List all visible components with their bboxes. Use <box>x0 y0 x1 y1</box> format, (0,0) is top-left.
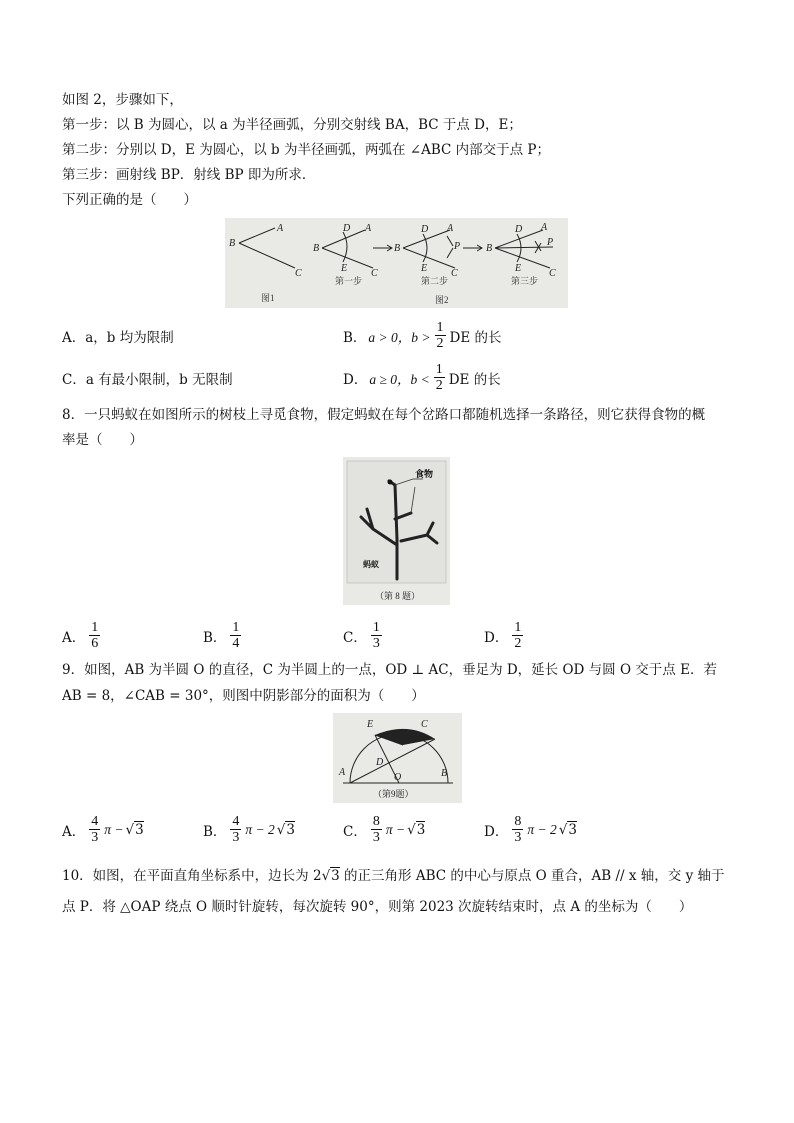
q8-option-c-num: 1 <box>372 620 380 635</box>
q9-label-D: D <box>376 757 384 768</box>
step2-label-E: E <box>421 263 428 274</box>
intro-line-2: 第一步：以 B 为圆心，以 a 为半径画弧，分别交射线 BA，BC 于点 D，E； <box>62 117 522 133</box>
q8-option-c-den: 3 <box>372 636 380 651</box>
q7-option-d-cond: a ≥ 0，b < <box>369 371 430 387</box>
q7-option-d <box>343 362 501 393</box>
q9-option-b-radicand: 3 <box>286 821 295 838</box>
step1-label-D: D <box>343 223 351 234</box>
q9-option-d-num: 8 <box>514 814 522 829</box>
q9-option-b-sqrt: √3 <box>276 821 295 838</box>
step2-label-C: C <box>451 268 458 279</box>
q10-stem-part-2: 的正三角形 ABC 的中心与原点 O 重合，AB // x 轴，交 y 轴于 <box>339 868 725 884</box>
angle-bisector-figure <box>225 218 568 308</box>
q9-option-c-sqrt: √3 <box>407 821 426 838</box>
q9-option-d-fraction <box>512 814 523 845</box>
q9-label-O: O <box>394 772 402 783</box>
q8-option-d-label: D． <box>484 629 509 646</box>
q9-option-b <box>203 814 295 845</box>
q8-option-a-num: 1 <box>91 620 99 635</box>
q8-option-b-num: 1 <box>232 620 240 635</box>
q9-option-a-radicand: 3 <box>135 821 144 838</box>
q9-option-b-fraction <box>230 814 241 845</box>
q9-option-b-den: 3 <box>232 830 240 845</box>
step1-caption: 第一步 <box>335 276 363 286</box>
q9-option-c <box>343 814 425 845</box>
step2-label-P: P <box>454 241 461 252</box>
q8-option-a <box>62 620 102 651</box>
semicircle-diagram <box>333 713 462 803</box>
q7-option-a <box>62 326 174 346</box>
q9-option-b-num: 4 <box>232 814 240 829</box>
step1-label-C: C <box>371 268 378 279</box>
q7-option-c-text: C．a 有最小限制，b 无限制 <box>62 372 233 388</box>
q7-option-b-cond: a > 0，b > <box>368 329 431 345</box>
q7-option-b <box>343 320 502 351</box>
q9-stem-line-1: 9．如图，AB 为半圆 O 的直径，C 为半圆上的一点，OD ⊥ AC，垂足为 D，延长 OD 与圆 O 交于点 E．若 <box>62 662 717 678</box>
q9-option-d-den: 3 <box>514 830 522 845</box>
q9-label-B: B <box>441 768 448 779</box>
fig1-label-A: A <box>277 223 284 234</box>
q9-label-C: C <box>421 719 428 730</box>
q7-option-d-num: 1 <box>435 362 443 377</box>
q9-option-c-fraction <box>371 814 382 845</box>
q8-option-d-num: 1 <box>514 620 522 635</box>
q8-option-a-label: A． <box>62 629 86 646</box>
q7-option-d-den: 2 <box>435 378 443 393</box>
q7-option-b-den: 2 <box>436 336 444 351</box>
q9-option-d <box>484 814 577 845</box>
q9-option-d-radicand: 3 <box>568 821 577 838</box>
food-dot <box>388 480 393 485</box>
q7-option-d-fraction <box>434 362 445 393</box>
step2-label-D: D <box>421 224 429 235</box>
q9-figure-caption: （第9题） <box>373 789 414 799</box>
q9-option-d-label: D． <box>484 823 509 840</box>
q7-option-a-text: A．a，b 均为限制 <box>62 330 174 346</box>
q8-option-c-label: C． <box>343 629 367 646</box>
fig2-caption: 图2 <box>435 295 449 305</box>
step3-label-B: B <box>486 243 493 254</box>
q8-option-b-den: 4 <box>232 636 240 651</box>
q7-option-b-suffix: DE 的长 <box>449 329 502 346</box>
step3-label-D: D <box>515 224 523 235</box>
step3-label-E: E <box>515 263 522 274</box>
fig1-label-B: B <box>229 238 236 249</box>
q10-stem-line-2: 点 P．将 △OAP 绕点 O 顺时针旋转，每次旋转 90°，则第 2023 次旋转结束时，点 A 的坐标为（ ） <box>62 899 693 915</box>
q9-option-a-fraction <box>89 814 100 845</box>
q9-option-c-num: 8 <box>372 814 380 829</box>
q9-stem-line-2: AB = 8，∠CAB = 30°，则图中阴影部分的面积为（ ） <box>62 688 425 704</box>
food-label: 食物 <box>415 469 434 479</box>
q9-option-c-label: C． <box>343 823 367 840</box>
q10-stem-line-1 <box>62 866 725 886</box>
q7-option-b-num: 1 <box>436 320 444 335</box>
q10-stem-part-1: 10．如图，在平面直角坐标系中，边长为 2 <box>62 868 322 884</box>
step3-caption: 第三步 <box>511 276 539 286</box>
fig1-label-C: C <box>295 268 302 279</box>
step2-label-B: B <box>394 243 401 254</box>
q7-option-d-suffix: DE 的长 <box>448 371 501 388</box>
intro-line-5: 下列正确的是（ ） <box>62 192 197 208</box>
q8-option-d <box>484 620 525 651</box>
step2-caption: 第二步 <box>421 276 449 286</box>
q7-option-b-fraction <box>435 320 446 351</box>
step3-label-A: A <box>541 222 548 233</box>
q9-option-a-den: 3 <box>91 830 99 845</box>
q9-option-a-tail: π − <box>104 821 124 837</box>
q8-stem-line-1: 8．一只蚂蚁在如图所示的树枝上寻觅食物，假定蚂蚁在每个岔路口都随机选择一条路径，则它获得食物的概 <box>62 407 706 423</box>
step1-label-A: A <box>365 223 372 234</box>
q9-option-c-den: 3 <box>372 830 380 845</box>
q8-option-b-label: B． <box>203 629 227 646</box>
intro-line-1: 如图 2，步骤如下， <box>62 92 183 108</box>
q9-option-c-tail: π − <box>385 821 406 837</box>
q9-option-a-num: 4 <box>91 814 99 829</box>
q8-option-d-den: 2 <box>514 636 522 651</box>
q8-option-b <box>203 620 243 651</box>
q8-option-b-fraction <box>230 620 241 651</box>
intro-line-3: 第二步：分别以 D，E 为圆心，以 b 为半径画弧，两弧在 ∠ABC 内部交于点 P； <box>62 142 551 158</box>
q7-option-d-label: D． <box>343 371 368 388</box>
tree-branch-figure <box>343 457 450 605</box>
q8-figure-caption: （第 8 题） <box>375 591 421 601</box>
q9-option-d-tail: π − 2 <box>527 821 557 837</box>
q8-option-a-den: 6 <box>91 636 99 651</box>
q8-option-d-fraction <box>512 620 523 651</box>
q9-option-d-sqrt: √3 <box>558 821 577 838</box>
tree-diagram <box>343 457 450 605</box>
q9-label-A: A <box>339 767 346 778</box>
q9-option-c-radicand: 3 <box>416 821 426 838</box>
q9-option-a-label: A． <box>62 823 86 840</box>
step3-label-C: C <box>549 268 556 279</box>
fig1-caption: 图1 <box>261 293 275 303</box>
q8-option-a-fraction <box>89 620 100 651</box>
q8-option-c <box>343 620 384 651</box>
q10-radicand: 3 <box>331 868 340 884</box>
semicircle-figure <box>333 713 462 803</box>
q7-option-b-label: B． <box>343 329 367 346</box>
step3-label-P: P <box>547 237 554 248</box>
step1-label-E: E <box>341 263 348 274</box>
construction-diagram <box>225 218 568 308</box>
step2-label-A: A <box>447 223 454 234</box>
q8-option-c-fraction <box>371 620 382 651</box>
intro-line-4: 第三步：画射线 BP．射线 BP 即为所求． <box>62 167 316 183</box>
q7-option-c <box>62 368 233 388</box>
q9-option-b-label: B． <box>203 823 227 840</box>
q10-sqrt: √3 <box>321 868 340 884</box>
q9-label-E: E <box>367 719 374 730</box>
ant-label: 蚂蚁 <box>363 560 379 569</box>
q8-stem-line-2: 率是（ ） <box>62 432 143 448</box>
step1-label-B: B <box>313 243 320 254</box>
q9-option-a-sqrt: √3 <box>125 821 144 838</box>
q9-option-b-tail: π − 2 <box>245 821 275 837</box>
q9-option-a <box>62 814 144 845</box>
